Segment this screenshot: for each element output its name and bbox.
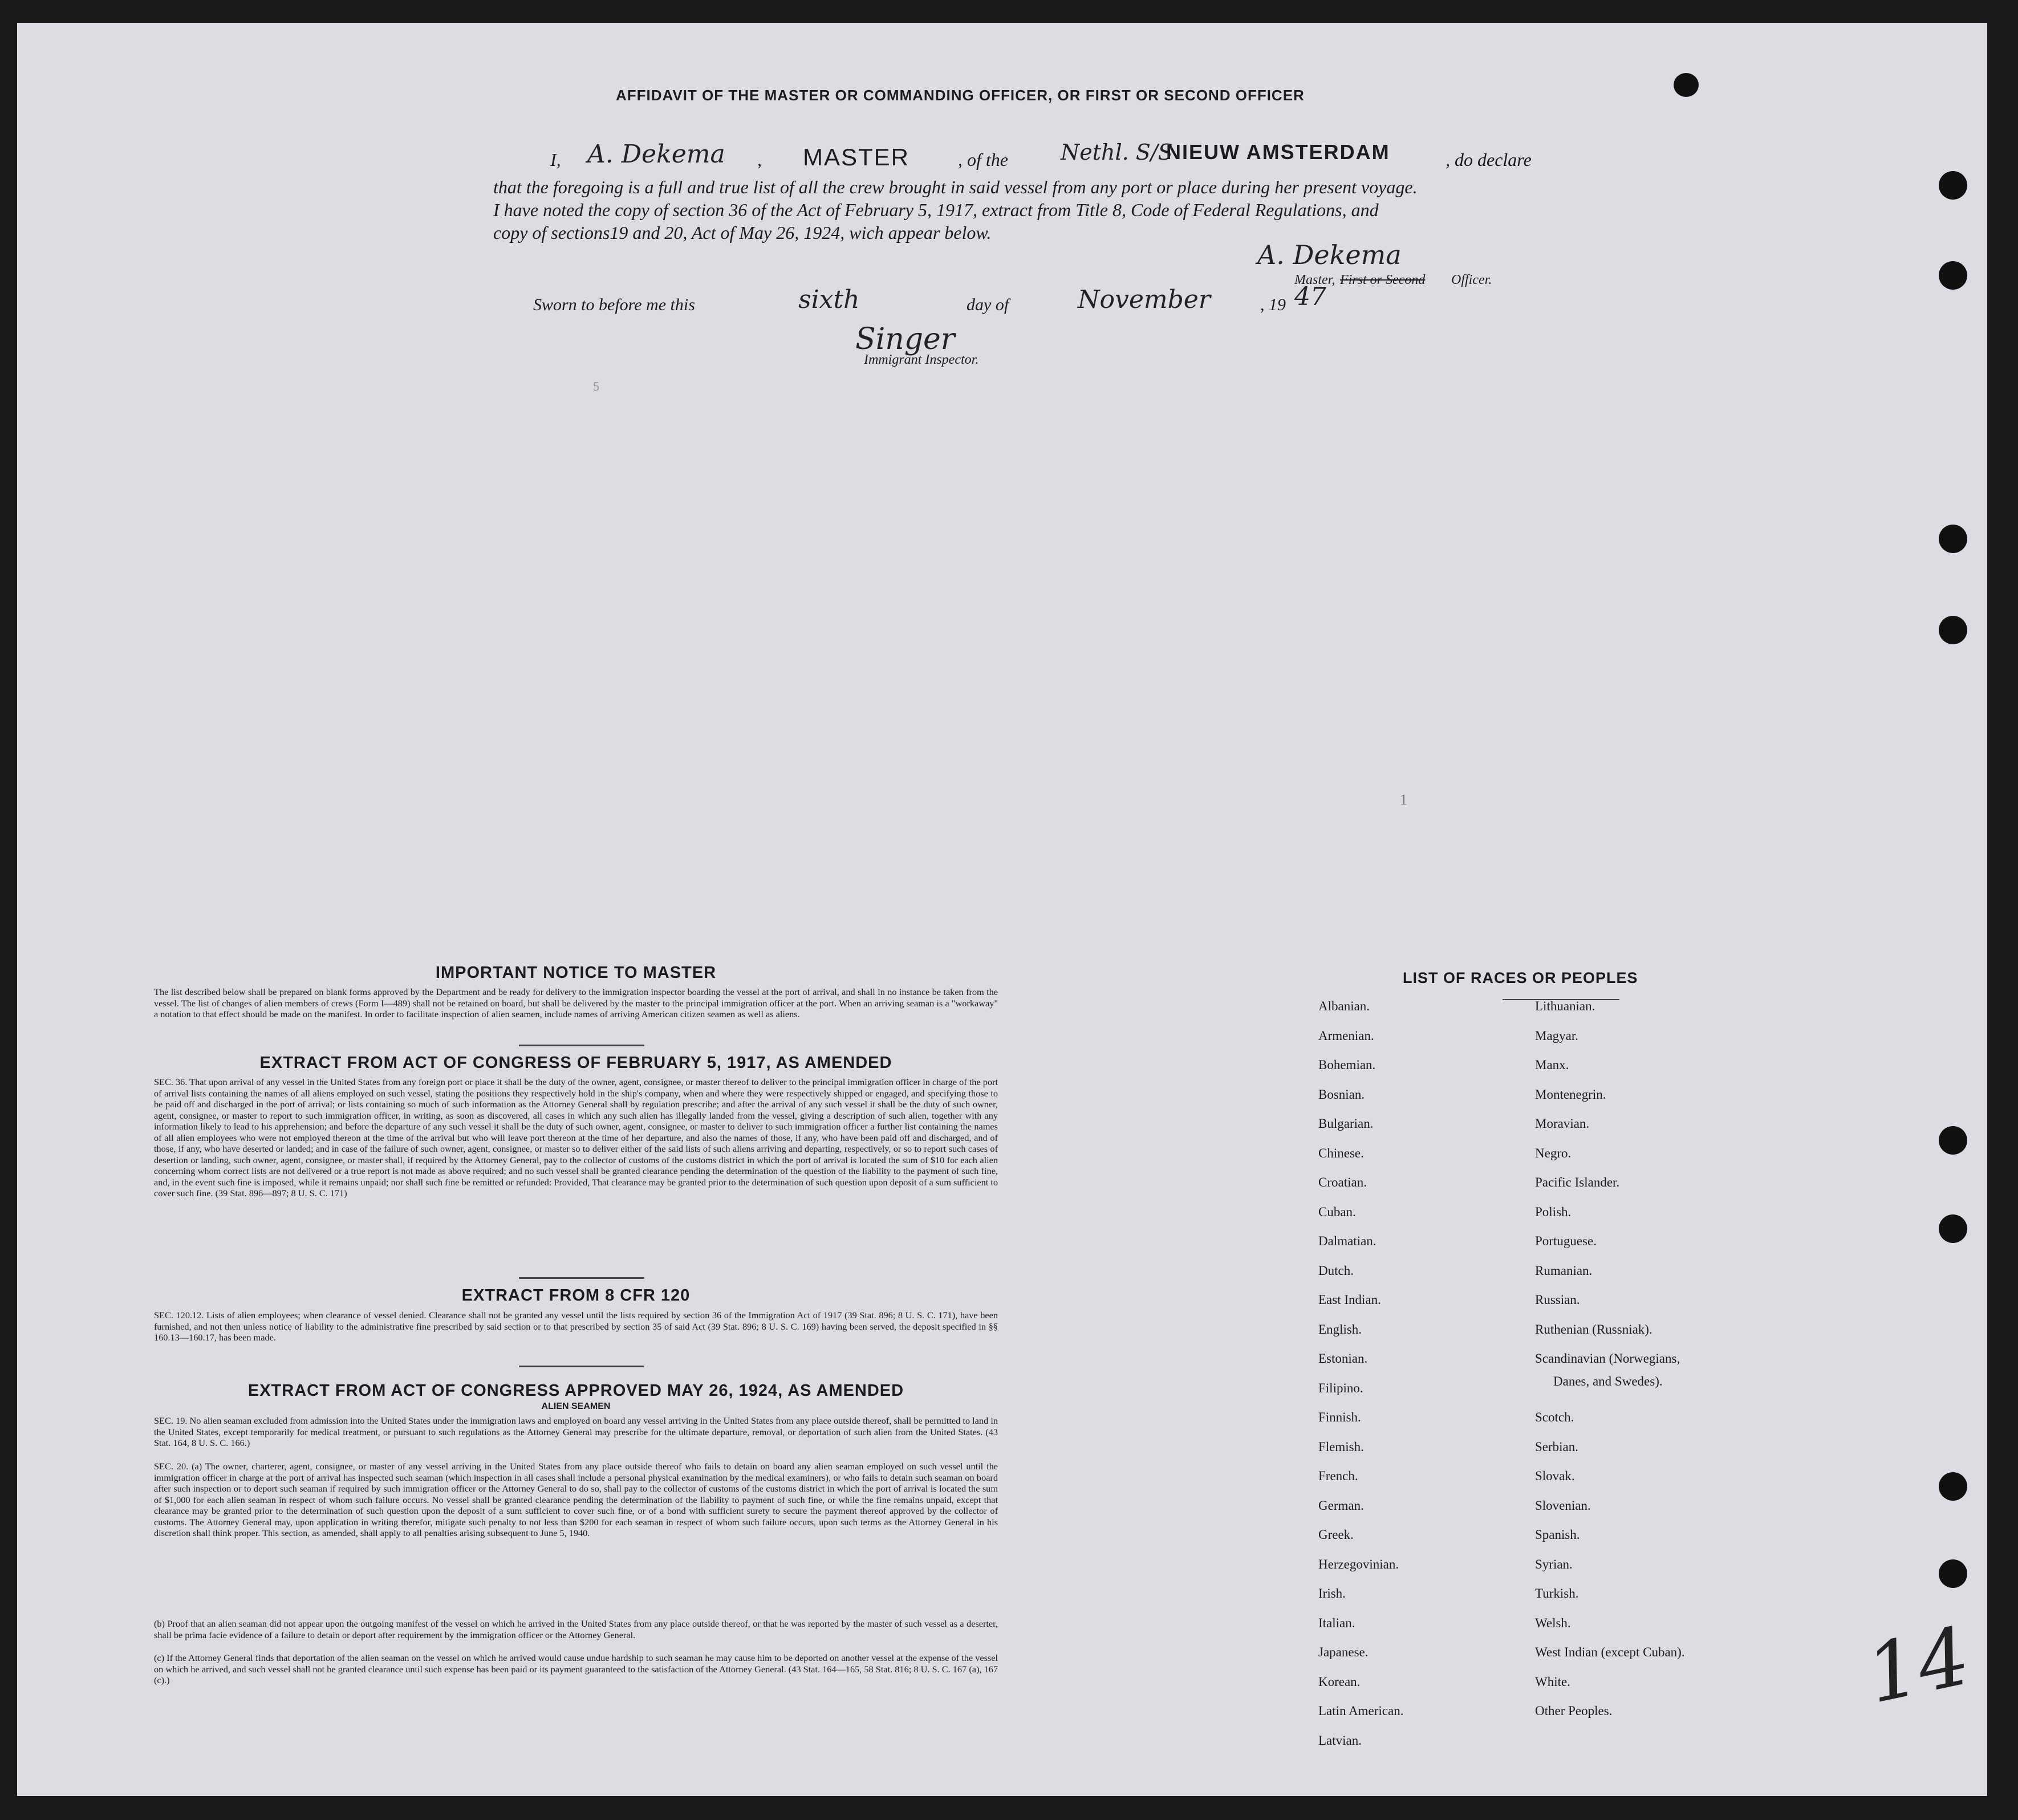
race-item: Pacific Islander. xyxy=(1535,1175,1620,1189)
race-item: Magyar. xyxy=(1535,1028,1579,1043)
race-item: Serbian. xyxy=(1535,1439,1579,1454)
races-title: LIST OF RACES OR PEOPLES xyxy=(1403,969,1638,986)
race-item: French. xyxy=(1318,1469,1358,1483)
race-item: Albanian. xyxy=(1318,999,1370,1013)
race-item: Latvian. xyxy=(1318,1733,1362,1748)
race-item: Montenegrin. xyxy=(1535,1087,1606,1102)
race-item: Moravian. xyxy=(1535,1116,1590,1131)
punch-hole xyxy=(1939,1472,1967,1501)
extract-cfr-text: SEC. 120.12. Lists of alien employees; when clearance of vessel denied. Clearance shall not be granted any vessel until the lists required by section 36 of the Immigration Act of 1917 (39 Stat. 896; 8 U. S. C. 171), have been furnished, and not then unless notice of liability to the administrative fine prescribed by said section or to that prescribed by section 35 of said Act (39 Stat. 896; 8 U. S. C. 169) having been served, the deposit specified in §§ 160.13—160.17, has been made. xyxy=(154,1310,998,1343)
race-item: Herzegovinian. xyxy=(1318,1557,1399,1571)
race-item: Portuguese. xyxy=(1535,1234,1597,1248)
inspector-signature: Singer xyxy=(855,322,955,356)
affidavit-line-4: copy of sections19 and 20, Act of May 26, 1924, wich appear below. xyxy=(493,222,992,243)
punch-hole xyxy=(1939,1214,1967,1243)
race-item: Cuban. xyxy=(1318,1204,1356,1219)
officer-title-c: Officer. xyxy=(1451,273,1492,287)
race-item: English. xyxy=(1318,1322,1362,1336)
punch-hole xyxy=(1939,525,1967,553)
race-item: Slovenian. xyxy=(1535,1498,1591,1513)
race-item: Scandinavian (Norwegians, xyxy=(1535,1351,1680,1366)
punch-hole xyxy=(1939,261,1967,290)
day-handwritten: sixth xyxy=(798,285,860,314)
page-mark-handwritten: 14 xyxy=(1859,1610,1978,1722)
race-item: Turkish. xyxy=(1535,1586,1579,1600)
extract-1924-sec19: SEC. 19. No alien seaman excluded from admission into the United States under the immigration laws and employed on board any vessel arriving in the United States from any place outside thereof, shall be permitted to land in the United States, except temporarily for medical treatment, or pursuant to such regulations as the Attorney General may prescribe for the ultimate departure, removal, or deportation of such alien from the United States. (43 Stat. 164, 8 U. S. C. 166.) xyxy=(154,1415,998,1448)
sworn-label: Sworn to before me this xyxy=(533,295,695,314)
divider xyxy=(519,1045,644,1046)
faint-mark: 5 xyxy=(593,379,599,393)
punch-hole xyxy=(1939,616,1967,644)
punch-hole xyxy=(1939,171,1967,200)
divider xyxy=(519,1366,644,1367)
vessel-name-stamp: NIEUW AMSTERDAM xyxy=(1166,140,1390,164)
race-item: Korean. xyxy=(1318,1674,1361,1689)
race-item: Croatian. xyxy=(1318,1175,1367,1189)
race-item: Rumanian. xyxy=(1535,1263,1593,1278)
punch-hole xyxy=(1939,1126,1967,1155)
race-item: Armenian. xyxy=(1318,1028,1374,1043)
race-item: Scotch. xyxy=(1535,1410,1574,1424)
race-item: Polish. xyxy=(1535,1204,1572,1219)
race-item: Finnish. xyxy=(1318,1410,1361,1424)
race-item: Filipino. xyxy=(1318,1380,1363,1395)
race-item: Negro. xyxy=(1535,1145,1572,1160)
punch-hole xyxy=(1939,1559,1967,1588)
i-label: I, xyxy=(550,149,561,170)
race-item: Lithuanian. xyxy=(1535,999,1595,1013)
race-item: Syrian. xyxy=(1535,1557,1573,1571)
race-item: Slovak. xyxy=(1535,1469,1575,1483)
comma: , xyxy=(757,149,762,170)
race-item: East Indian. xyxy=(1318,1293,1381,1307)
race-item: German. xyxy=(1318,1498,1364,1513)
race-item: White. xyxy=(1535,1674,1570,1689)
race-item: Russian. xyxy=(1535,1293,1580,1307)
race-item: Irish. xyxy=(1318,1586,1346,1600)
extract-1924-sec20a: SEC. 20. (a) The owner, charterer, agent, consignee, or master of any vessel arriving in the United States from any place outside thereof who fails to detain on board any alien seaman employed on such vessel until the immigration officer in charge at the port of arrival has inspected such seaman (which inspection in all cases shall include a personal physical examination by the medical examiners), or who fails to detain such seaman on board after such inspection or to deport such seaman if required by such immigration officer or the Attorney General to do so, shall pay to the collector of customs of the customs district in which the port of arrival is located the sum of $1,000 for each alien seaman in respect of whom such failure occurs. No vessel shall be granted clearance pending the determination of the liability to payment of such fine, or while the fine remains unpaid, except that clearance may be granted prior to the determination of such question upon the deposit of a sum sufficient to cover such fine, or of a bond with sufficient surety to secure the payment thereof approved by the collector of customs. The Attorney General may, upon application in writing therefor, mitigate such penalty to not less than $200 for each seaman in respect of whom such failure occurs, upon such terms as the Attorney General in his discretion shall think proper. This section, as amended, shall apply to all penalties arising subsequent to June 5, 1940. xyxy=(154,1461,998,1538)
race-item: Bohemian. xyxy=(1318,1058,1376,1072)
day-of-label: day of xyxy=(967,295,1009,314)
race-item: Dalmatian. xyxy=(1318,1234,1377,1248)
race-item: Bosnian. xyxy=(1318,1087,1365,1102)
rank-stamp: MASTER xyxy=(803,144,910,170)
notice-text: The list described below shall be prepared on blank forms approved by the Department and be ready for delivery to the immigration inspector boarding the vessel at the port of arrival, and shall in no instance be taken from the vessel. The list of changes of alien members of crews (Form I—489) shall not be retained on board, but shall be delivered by the master to the principal immigration officer at the port. When an arriving seaman is a "workaway" a notation to that effect should be made on the manifest. In order to facilitate inspection of alien seamen, include names of arriving American citizen seamen as well as aliens. xyxy=(154,986,998,1019)
month-handwritten: November xyxy=(1078,285,1211,314)
affidavit-line-3: I have noted the copy of section 36 of the Act of February 5, 1917, extract from Title 8, Code of Federal Regulations, and xyxy=(493,200,1379,220)
extract-cfr-title: EXTRACT FROM 8 CFR 120 xyxy=(461,1286,691,1305)
extract-1924-title: EXTRACT FROM ACT OF CONGRESS APPROVED MAY 26, 1924, AS AMENDED xyxy=(247,1382,904,1400)
race-item: Estonian. xyxy=(1318,1351,1368,1366)
document-page xyxy=(17,23,1987,1796)
extract-1924-sec20b: (b) Proof that an alien seaman did not appear upon the outgoing manifest of the vessel on which he arrived in the United States from any place outside thereof, or that he was reported by the master of such vessel as a deserter, shall be prima facie evidence of a failure to detain or deport after requirement by the immigration officer or the Attorney General. xyxy=(154,1618,998,1640)
race-item: Chinese. xyxy=(1318,1145,1364,1160)
of-the-label: , of the xyxy=(958,149,1008,170)
race-item: Spanish. xyxy=(1535,1528,1580,1542)
race-item: Other Peoples. xyxy=(1535,1704,1613,1718)
extract-1917-title: EXTRACT FROM ACT OF CONGRESS OF FEBRUARY 5, 1917, AS AMENDED xyxy=(259,1054,892,1072)
master-name-handwritten: A. Dekema xyxy=(587,140,725,169)
race-item: West Indian (except Cuban). xyxy=(1535,1645,1685,1659)
race-item: Welsh. xyxy=(1535,1615,1571,1630)
race-item: Greek. xyxy=(1318,1528,1354,1542)
race-item: Bulgarian. xyxy=(1318,1116,1374,1131)
race-item: Dutch. xyxy=(1318,1263,1354,1278)
affidavit-heading: AFFIDAVIT OF THE MASTER OR COMMANDING OFFICER, OR FIRST OR SECOND OFFICER xyxy=(616,87,1305,104)
affidavit-line-2: that the foregoing is a full and true list of all the crew brought in said vessel from any port or place during her present voyage. xyxy=(493,177,1418,197)
race-item: Ruthenian (Russniak). xyxy=(1535,1322,1652,1336)
race-item: Manx. xyxy=(1535,1058,1569,1072)
punch-hole xyxy=(1674,73,1699,97)
extract-1917-text: SEC. 36. That upon arrival of any vessel in the United States from any foreign port or place it shall be the duty of the owner, agent, consignee, or master thereof to deliver to the principal immigration officer in charge of the port of arrival lists containing the names of all aliens employed on such vessel, stating the positions they respectively hold in the ship's company, when and where they were respectively shipped or engaged, and specifying those to be paid off and discharged in the port of arrival; or lists containing so much of such information as the Attorney General shall by regulation prescribe; and after the arrival of any such vessel it shall be the duty of such owner, agent, consignee, or master to report to such immigration officer, in writing, as soon as discovered, all cases in which any such alien has illegally landed from the vessel, giving a description of such alien, together with any information likely to lead to his apprehension; and before the departure of any such vessel it shall be the duty of such owner, agent, consignee, or master to deliver to such immigration officer a further list containing the names of all alien employees who were not employed thereon at the time of the arrival but who will leave port thereon at the time of her departure, and also the names of those, if any, who have been paid off and discharged, and of those, if any, who have deserted or landed; and in case of the failure of such owner, agent, consignee, or master so to deliver either of the said lists of such aliens arriving and departing, respectively, or so to report such cases of desertion or landing, such owner, agent, consignee, or master shall, if required by the Attorney General, pay to the collector of customs of the customs district in which the port of arrival is located the sum of $10 for each alien concerning whom correct lists are not delivered or a true report is not made as above required; and no such vessel shall be granted clearance pending the determination of the question of the liability to the payment of such fine, and, in the event such fine is imposed, while it remains unpaid; nor shall such fine be remitted or refunded: Provided, That clearance may be granted prior to the determination of such question upon deposit of a sum sufficient to cover such fine. (39 Stat. 896—897; 8 U. S. C. 171) xyxy=(154,1076,998,1199)
divider xyxy=(519,1277,644,1279)
extract-1924-subtitle: ALIEN SEAMEN xyxy=(541,1401,611,1411)
race-item: Latin American. xyxy=(1318,1704,1404,1718)
race-item: Japanese. xyxy=(1318,1645,1369,1659)
race-item: Flemish. xyxy=(1318,1439,1364,1454)
officer-title-a: Master, xyxy=(1294,273,1335,287)
inspector-title: Immigrant Inspector. xyxy=(864,352,979,367)
vessel-prefix-handwritten: Nethl. S/S xyxy=(1061,140,1173,165)
officer-title-b: First or Second xyxy=(1340,273,1426,287)
officer-signature: A. Dekema xyxy=(1257,239,1402,270)
year-prefix: , 19 xyxy=(1260,295,1286,314)
faint-mark: 1 xyxy=(1400,791,1407,808)
race-item: Italian. xyxy=(1318,1615,1355,1630)
notice-title: IMPORTANT NOTICE TO MASTER xyxy=(435,964,717,982)
extract-1924-sec20c: (c) If the Attorney General finds that deportation of the alien seaman on the vessel on which he arrived would cause undue hardship to such seaman he may cause him to be deported on another vessel at the expense of the vessel on which he arrived, and such vessel shall not be granted clearance until such expense has been paid or its payment guaranteed to the satisfaction of the Attorney General. (43 Stat. 164—165, 58 Stat. 816; 8 U. S. C. 167 (a), 167 (c).) xyxy=(154,1652,998,1685)
year-handwritten: 47 xyxy=(1294,282,1326,311)
race-item: Danes, and Swedes). xyxy=(1553,1374,1663,1388)
do-declare-label: , do declare xyxy=(1446,149,1532,170)
